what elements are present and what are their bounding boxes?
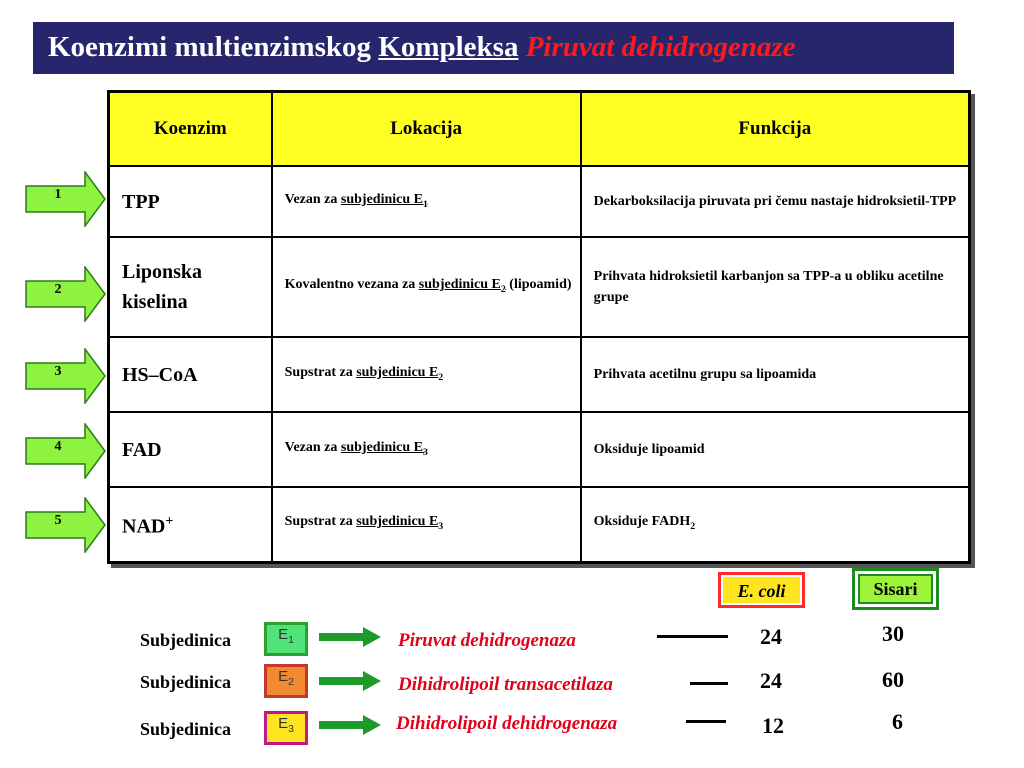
- header-coenzyme: Koenzim: [109, 92, 272, 167]
- row-arrow-4: 4: [25, 423, 106, 479]
- enzyme-name-e2: Dihidrolipoil transacetilaza: [398, 674, 613, 695]
- table-header-row: [109, 92, 970, 167]
- arrow-right-icon: [319, 627, 381, 647]
- coenzyme-location: Kovalentno vezana za subjedinicu $E_2$ (lipoamid): [272, 237, 581, 337]
- coenzyme-table: [107, 90, 971, 564]
- dash-line: [686, 720, 726, 723]
- table-row: [109, 337, 970, 412]
- table-row: [109, 166, 970, 237]
- mammals-label-box: Sisari: [852, 568, 939, 610]
- coenzyme-location: Vezan za subjedinicu $E_1$: [272, 166, 581, 237]
- coenzyme-function: Oksiduje $FADH_2$: [581, 487, 970, 562]
- ecoli-count-e2: 24: [760, 668, 782, 693]
- coenzyme-location: Supstrat za subjedinicu $E_2$: [272, 337, 581, 412]
- coenzyme-function: Prihvata acetilnu grupu sa lipoamida: [581, 337, 970, 412]
- dash-line: [690, 682, 728, 685]
- dash-line: [657, 635, 728, 638]
- subunit-label-e1: Subjedinica: [140, 630, 232, 650]
- header-function: Funkcija: [581, 92, 970, 167]
- ecoli-label-box: E. coli: [718, 572, 805, 608]
- subunit-label-e2: Subjedinica: [140, 672, 232, 692]
- coenzyme-name: TPP: [109, 166, 272, 237]
- row-arrow-3: 3: [25, 348, 106, 404]
- coenzyme-name: Liponska kiselina: [109, 237, 272, 337]
- coenzyme-function: Dekarboksilacija piruvata pri čemu nastaje hidroksietil-TPP: [581, 166, 970, 237]
- coenzyme-function: Prihvata hidroksietil karbanjon sa TPP-a u obliku acetilne grupe: [581, 237, 970, 337]
- coenzyme-name: HS–CoA: [109, 337, 272, 412]
- header-location: Lokacija: [272, 92, 581, 167]
- arrow-right-icon: [319, 671, 381, 691]
- subunit-e1-box: $E_1$: [264, 622, 308, 656]
- coenzyme-name: NAD+: [109, 487, 272, 562]
- mammals-count-e1: 30: [882, 621, 904, 646]
- table-row: [109, 487, 970, 562]
- enzyme-name-e1: Piruvat dehidrogenaza: [398, 630, 576, 651]
- arrow-right-icon: [319, 715, 381, 735]
- coenzyme-name: FAD: [109, 412, 272, 487]
- enzyme-name-e3: Dihidrolipoil dehidrogenaza: [396, 713, 618, 734]
- mammals-count-e2: 60: [882, 667, 904, 692]
- coenzyme-location: Supstrat za subjedinicu $E_3$: [272, 487, 581, 562]
- row-arrow-1: 1: [25, 171, 106, 227]
- subunit-e2-box: $E_2$: [264, 664, 308, 698]
- coenzyme-function: Oksiduje lipoamid: [581, 412, 970, 487]
- ecoli-count-e3: 12: [762, 713, 784, 738]
- table-row: [109, 412, 970, 487]
- row-arrow-2: 2: [25, 266, 106, 322]
- ecoli-count-e1: 24: [760, 624, 782, 649]
- mammals-count-e3: 6: [892, 709, 903, 734]
- row-arrow-5: 5: [25, 497, 106, 553]
- subunit-label-e3: Subjedinica: [140, 719, 232, 739]
- coenzyme-location: Vezan za subjedinicu $E_3$: [272, 412, 581, 487]
- slide-title: Koenzimi multienzimskog Kompleksa Piruvat dehidrogenaze: [48, 31, 796, 63]
- table-row: [109, 237, 970, 337]
- subunit-e3-box: $E_3$: [264, 711, 308, 745]
